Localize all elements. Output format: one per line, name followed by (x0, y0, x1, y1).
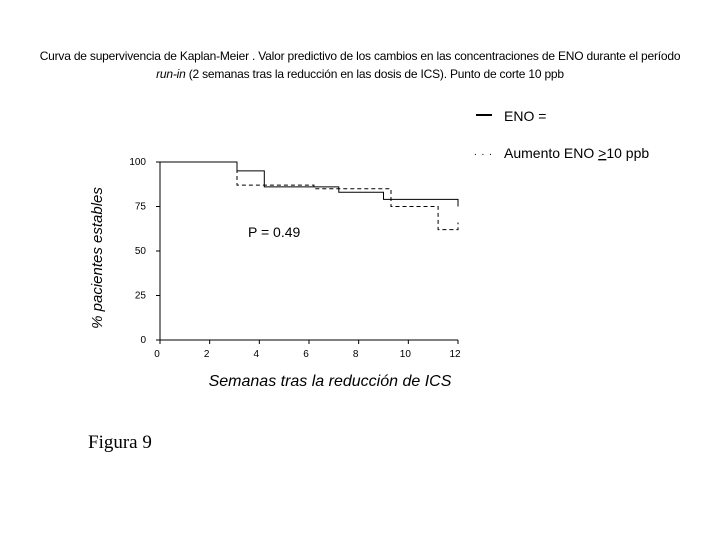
y-ticks (129, 157, 160, 346)
x-tick-label-8: 8 (352, 349, 359, 360)
x-tick-label-6: 6 (303, 349, 309, 360)
y-tick-label-0: 0 (140, 335, 146, 346)
caption-run-in: run-in (156, 67, 186, 81)
x-tick-label-0: 0 (154, 349, 160, 360)
y-tick-label-25: 25 (134, 290, 146, 302)
y-axis-label: % pacientes estables (89, 187, 106, 329)
y-tick-label-50: 50 (134, 246, 146, 257)
legend-label-increase-prefix: Aumento ENO (504, 145, 599, 161)
x-tick-label-10: 10 (399, 349, 411, 360)
x-tick-label-4: 4 (253, 349, 260, 360)
legend-label-eno: ENO = (504, 108, 547, 124)
caption-line-2-rest: (2 semanas tras la reducción en las dosis de ICS). Punto de corte 10 ppb (185, 67, 564, 81)
series-eno-equal-line (160, 162, 458, 207)
x-axis-label: Semanas tras la reducción de ICS (208, 373, 452, 390)
x-tick-label-12: 12 (449, 349, 461, 360)
y-tick-label-75: 75 (134, 201, 146, 213)
legend-label-increase (504, 145, 649, 161)
x-tick-label-2: 2 (203, 349, 210, 360)
caption-line-1: Curva de supervivencia de Kaplan-Meier . Valor predictivo de los cambios en las concentraciones de ENO durante el período (39, 49, 681, 63)
y-tick-label-100: 100 (129, 157, 146, 168)
legend-label-increase-suffix: 10 ppb (606, 145, 650, 161)
figure-label: Figura 9 (88, 432, 152, 453)
axes (129, 157, 461, 360)
legend-swatch-dotted: . . . (474, 147, 493, 158)
p-value-annotation: P = 0.49 (248, 224, 301, 240)
x-ticks (154, 340, 461, 360)
series-eno-increase-line (237, 162, 458, 230)
legend-label-increase-operator: > (598, 145, 607, 161)
legend (474, 108, 649, 161)
series-layer (160, 162, 458, 230)
